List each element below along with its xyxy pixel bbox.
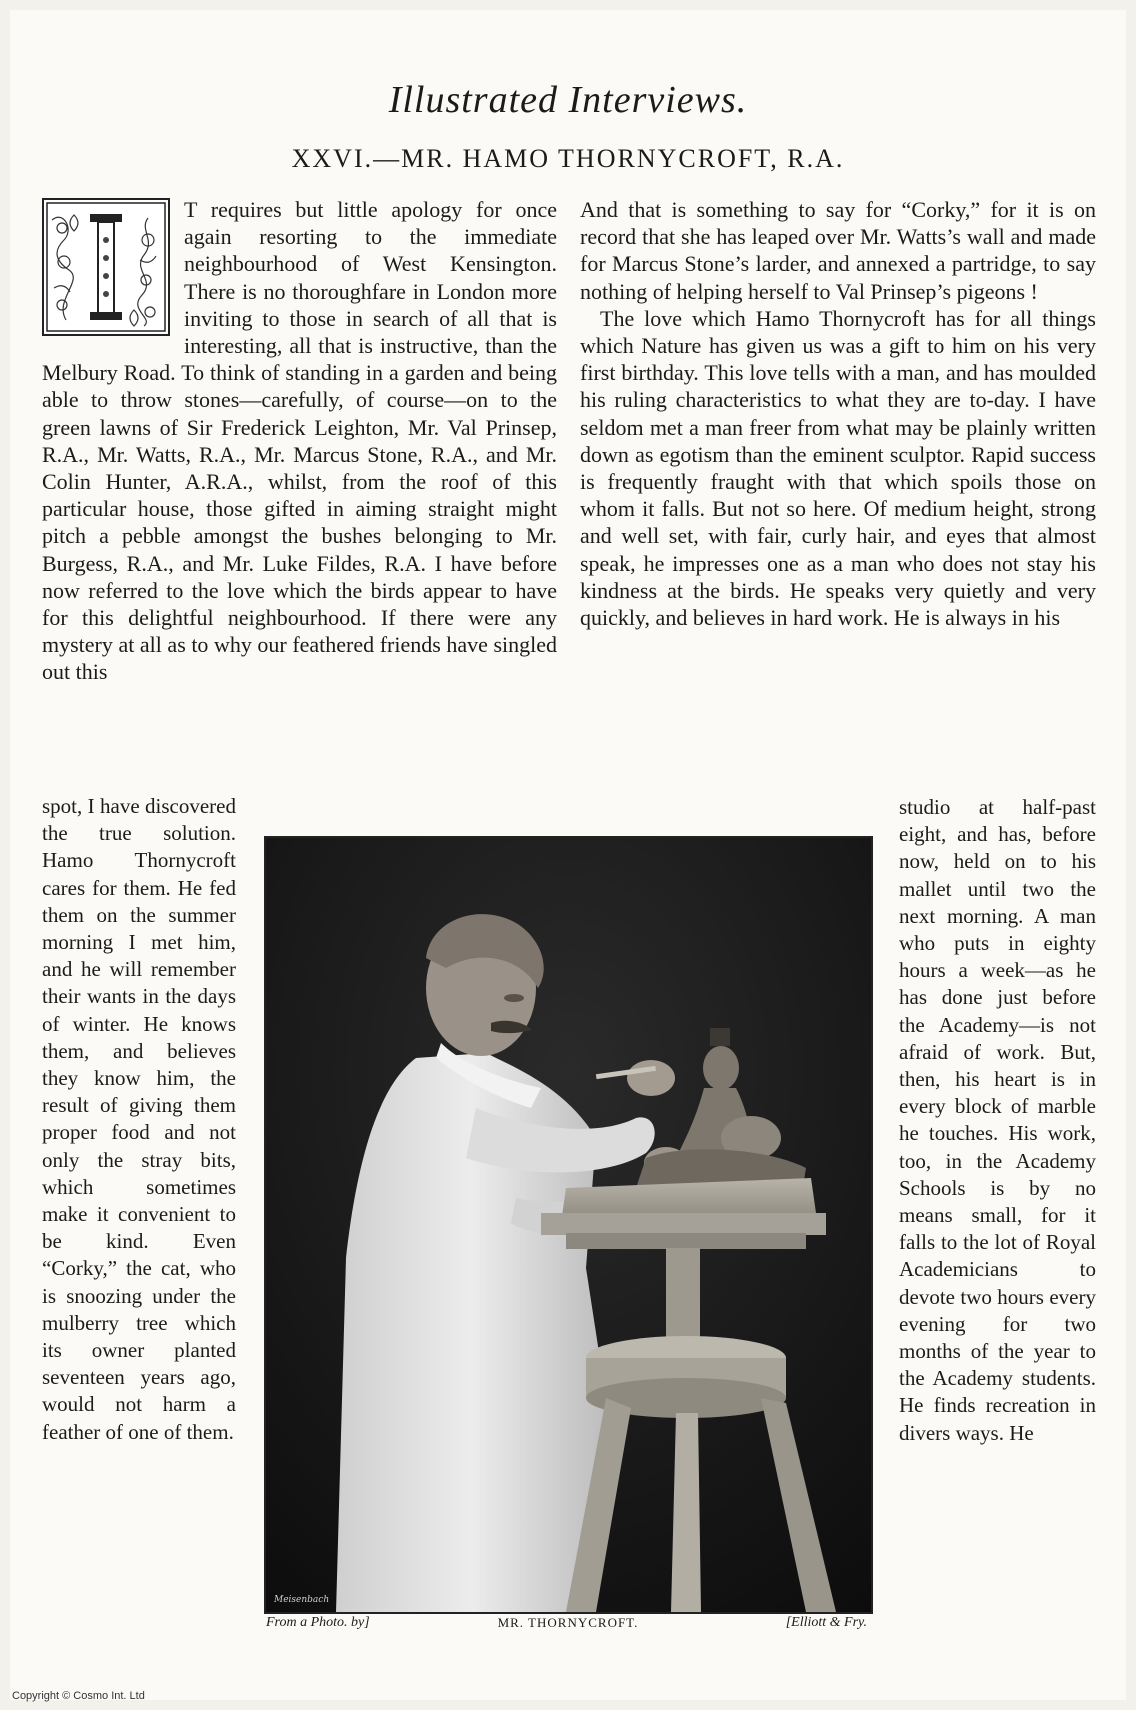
- sculptor-at-work-image: [266, 838, 871, 1612]
- floral-ornament-icon: [44, 200, 168, 334]
- photo-caption: MR. THORNYCROFT.: [497, 1615, 639, 1630]
- photo-credit-right: [Elliott & Fry.: [785, 1615, 867, 1630]
- copyright-notice: Copyright © Cosmo Int. Ltd: [12, 1690, 145, 1702]
- paragraph: T requires but little apology for once again resorting to the immediate neighbourhood of West Kensington. There is no thoroughfare in London more inviting to those in search of all that is interesting, all that is instructive, than the Melbury Road. To think of standing in a garden and being able to throw stones—carefully, of course—on to the green lawns of Sir Frederick Leighton, Mr. Val Prinsep, R.A., Mr. Watts, R.A., Mr. Marcus Stone, R.A., and Mr. Colin Hunter, A.R.A., whilst, from the roof of this particular house, those gifted in aiming straight might pitch a pebble amongst the bushes belonging to Mr. Burgess, R.A., and Mr. Luke Fildes, R.A. I have before now referred to the love which the birds appear to have for this delightful neighbourhood. If there were any mystery at all as to why our feathered friends have singled out this: [42, 197, 557, 685]
- series-title: Illustrated Interviews.: [388, 79, 748, 121]
- svg-text:Meisenbach: Meisenbach: [274, 1595, 330, 1605]
- article-title: XXVI.—MR. HAMO THORNYCROFT, R.A.: [291, 144, 845, 173]
- paragraph: studio at half-past eight, and has, before now, held on to his mallet until two the next morning. A man who puts in eighty hours a week—as he has done just before the Academy—is not afraid of work. But, then, his heart is in every block of marble he touches. His work, too, in the Academy Schools is by no means small, for it falls to the lot of Royal Academicians to devote two hours every evening for two months of the year to the Academy students. He finds recreation in divers ways. He: [899, 795, 1096, 1445]
- paragraph: The love which Hamo Thornycroft has for all things which Nature has given us was a gift to him on his very first birthday. This love tells with a man, and has moulded his ruling characteristics to what they are to-day. I have seldom met a man freer from what may be plainly written down as egotism than the eminent sculptor. Rapid success is frequently fraught with that which spoils those on whom it falls. But not so here. Of medium height, strong and well set, with fair, curly hair, and eyes that almost speak, he impresses one as a man who does not stay his kindness at the birds. He speaks very quietly and very quickly, and believes in hard work. He is always in his: [580, 305, 1096, 631]
- paragraph: spot, I have discovered the true solution. Hamo Thornycroft cares for them. He fed them on the summer morning I met him, and he will remember their wants in the days of winter. He knows them, and believes they know him, the result of giving them proper food and not only the stray bits, which sometimes make it convenient to be kind. Even “Corky,” the cat, who is snoozing under the mulberry tree which its owner planted seventeen years ago, would not harm a feather of one of them.: [42, 794, 236, 1444]
- magazine-page: [10, 10, 1126, 1700]
- portrait-photo: [264, 836, 873, 1614]
- photo-credit-left: From a Photo. by]: [266, 1615, 370, 1630]
- article-text-left-top: [42, 196, 557, 686]
- article-text-right-bottom: [899, 794, 1096, 1447]
- article-text-right-top: [580, 196, 1096, 631]
- paragraph: And that is something to say for “Corky,” for it is on record that she has leaped over Mr. Watts’s wall and made for Marcus Stone’s larder, and annexed a partridge, to say nothing of helping herself to Val Prinsep’s pigeons !: [580, 197, 1096, 304]
- article-text-left-bottom: [42, 793, 236, 1446]
- decorated-initial-i: [42, 198, 170, 336]
